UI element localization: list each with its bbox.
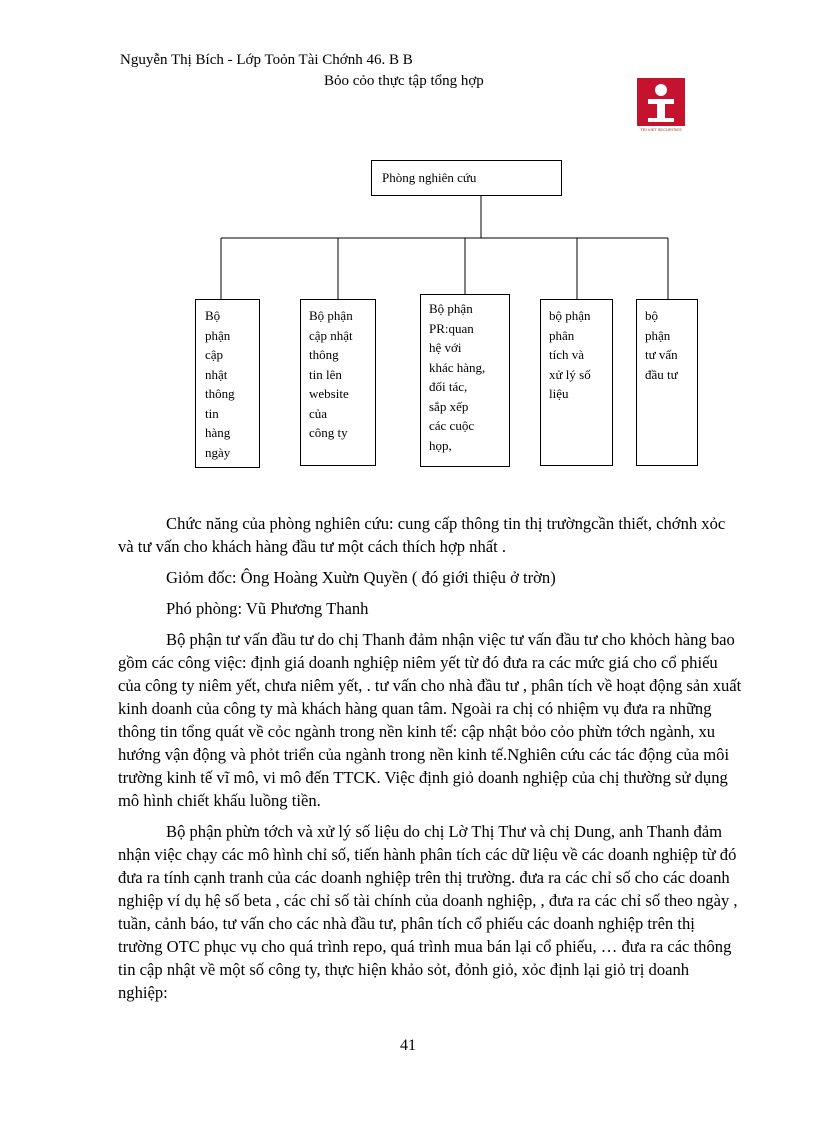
logo-subtitle: TRI VIET SECURITIES [640,127,682,132]
dept-line: bộ phận [549,308,591,323]
paragraph-analysis: Bộ phận phừn tớch và xử lý số liệu do chị Lờ Thị Thư và chị Dung, anh Thanh đảm nhận việc chạy các mô hình chỉ số, tiến hành phân tích các dữ liệu về các doanh nghiệp từ đó đưa ra tính cạnh tranh của các doanh nghiệp trên thị trường. đưa ra các chỉ số cho các doanh nghiệp ví dụ hệ số beta , các chỉ số tài chính của doanh nghiệp, , đưa ra các chỉ số theo ngày , tuần, cảnh báo, tư vấn cho các nhà đầu tư, phân tích cổ phiếu các doanh nghiệp trên thị trường OTC phục vụ cho quá trình repo, quá trình mua bán lại cổ phiếu, … đưa ra các thông tin cập nhật về một số công ty, thực hiện khảo sỏt, đỏnh giỏ, xỏc định lại giỏ trị doanh nghiệp: [118,822,738,1002]
dept-line: PR:quan [429,320,474,336]
dept-line: họp, [429,437,452,453]
dept-line: tư vấn [645,347,678,362]
dept-line: Bộ [205,308,221,323]
dept-line: nhật [205,366,228,382]
header-author-line: Nguyễn Thị Bích - Lớp Toỏn Tài Chớnh 46. B B [120,52,413,68]
dept-line: tin [205,405,219,421]
dept-box-daily-info [195,299,260,468]
paragraph-advisory: Bộ phận tư vấn đầu tư do chị Thanh đảm nhận việc tư vấn đầu tư cho khỏch hàng bao gồm các công việc: định giá doanh nghiệp niêm yết từ đó đưa ra các mức giá cho cổ phiếu của công ty niêm yết, chưa niêm yết, . tư vấn cho nhà đầu tư , phân tích về hoạt động sản xuất kinh doanh của công ty mà khách hàng quan tâm. Ngoài ra chị có nhiệm vụ đưa ra những thông tin tổng quát về cỏc ngành trong nền kinh tế: cập nhật bỏo cỏo phừn tớch ngành, xu hướng vận động và phỏt triển của ngành trong nền kinh tế.Nghiên cứu các tác động của môi trường kinh tế vĩ mô, vi mô đến TTCK. Việc định giỏ doanh nghiệp của chị thường sử dụng mô hình chiết khấu luồng tiền. [118,630,742,810]
dept-line: các cuộc [429,418,475,433]
org-chart [0,0,816,480]
dept-line: liệu [549,386,569,401]
dept-box-advisory [636,299,698,466]
dept-line: cập [205,347,224,362]
dept-line: của [309,405,328,421]
dept-line: sắp xếp [429,398,469,414]
dept-line: thông [309,347,339,362]
header-report-title: Bỏo cỏo thực tập tổng hợp [324,73,484,89]
dept-line: ngày [205,444,231,460]
dept-line: khác hàng, [429,359,486,375]
dept-box-website [300,299,376,466]
dept-line: phận [645,327,671,343]
dept-line: Bộ phận [309,308,353,323]
paragraph-function: Chức năng của phòng nghiên cứu: cung cấp thông tin thị trườngcần thiết, chớnh xỏc và tư vấn cho khách hàng đầu tư một cách thích hợp nhất . [118,514,726,556]
dept-line: đối tác, [429,379,468,394]
dept-line: cập nhật [309,327,353,343]
dept-line: đầu tư [645,366,678,382]
dept-line: hệ với [429,340,462,355]
dept-line: xử lý số [549,366,591,382]
paragraph-deputy: Phó phòng: Vũ Phương Thanh [166,599,369,618]
dept-line: phân [549,327,575,343]
dept-box-pr [420,294,510,467]
dept-line: website [309,386,349,401]
dept-box-analysis [540,299,613,466]
org-root-label: Phòng nghiên cứu [382,170,477,185]
dept-line: Bộ phận [429,301,473,316]
dept-line: thông [205,386,235,401]
paragraph-director: Giỏm đốc: Ông Hoàng Xuừn Quyền ( đó giới thiệu ở trờn) [166,568,556,587]
dept-line: công ty [309,425,348,440]
body-text [118,512,742,1012]
dept-line: tích và [549,347,585,362]
dept-line: phận [205,327,231,343]
dept-line: hàng [205,425,231,440]
dept-line: tin lên [309,366,342,382]
dept-line: bộ [645,308,658,323]
page-number: 41 [400,1037,416,1054]
org-root-box [371,160,562,196]
